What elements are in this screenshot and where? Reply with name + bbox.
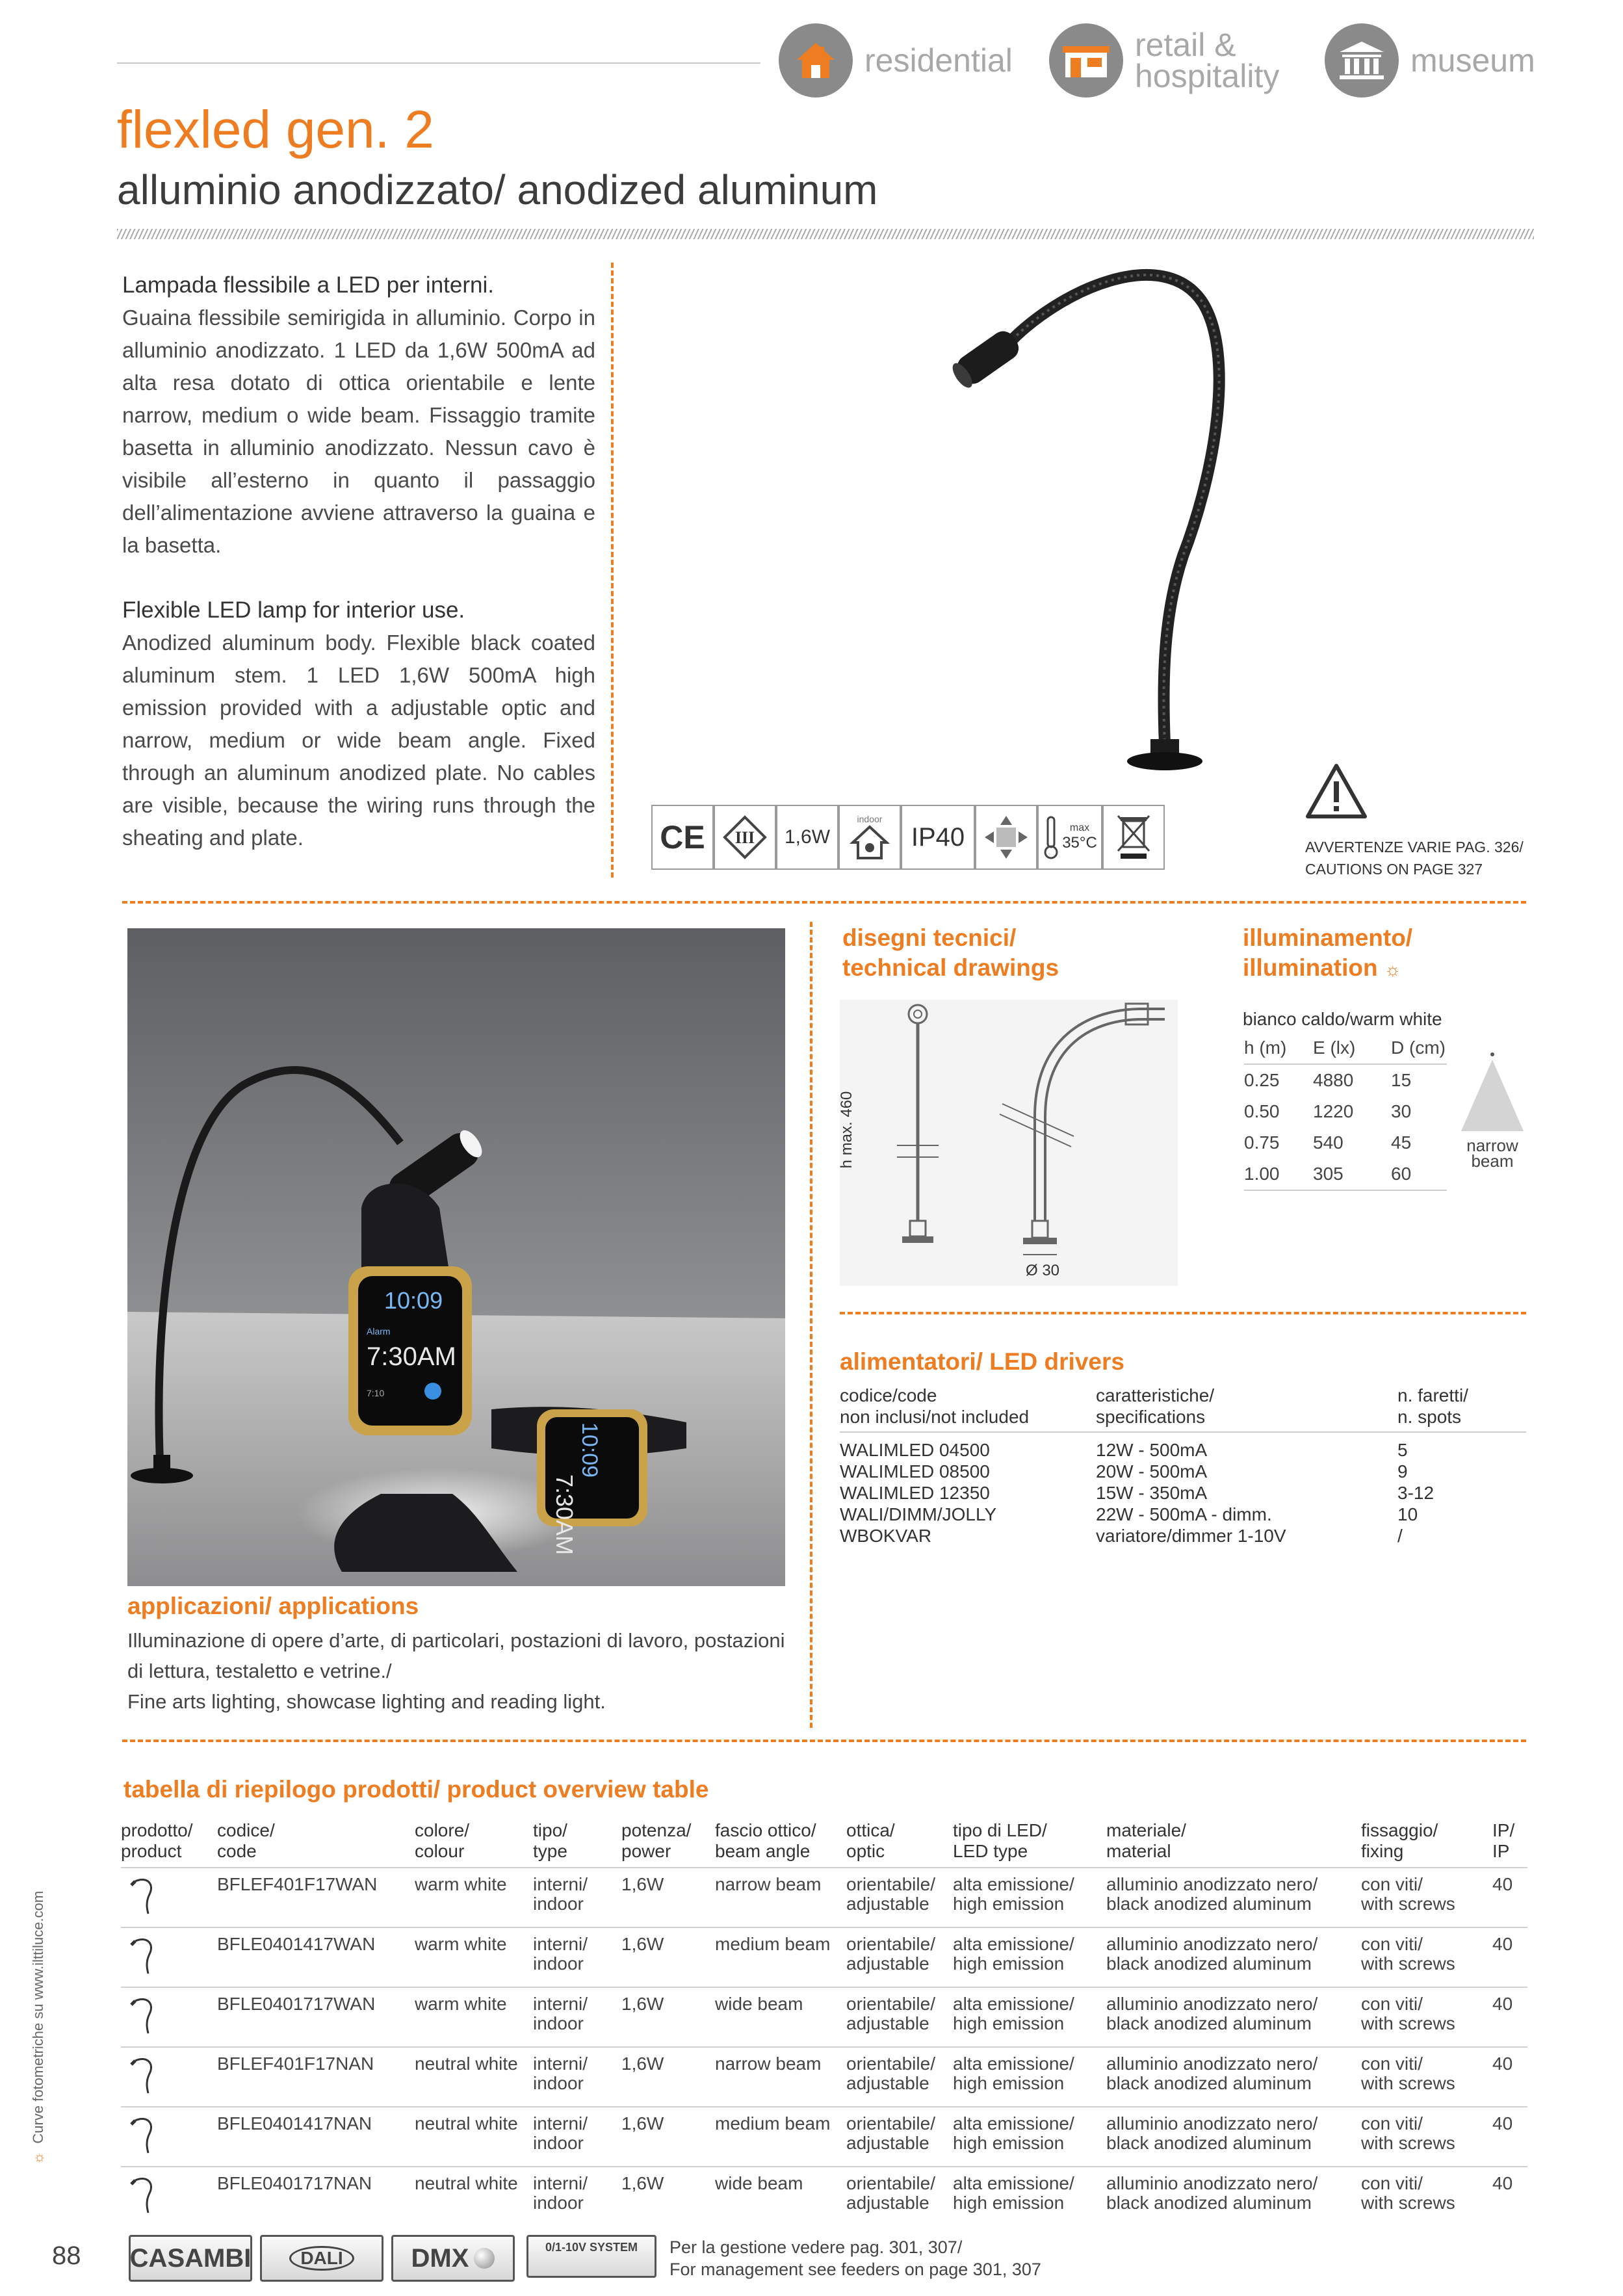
h: power bbox=[621, 1841, 671, 1861]
driver-spots: / bbox=[1397, 1526, 1403, 1546]
material: alluminio anodizzato nero/ black anodized aluminum bbox=[1106, 1987, 1361, 2047]
alarm-label: Alarm bbox=[367, 1326, 391, 1337]
product-code: BFLE0401417NAN bbox=[217, 2107, 415, 2167]
h: caratteristiche/ bbox=[1096, 1385, 1215, 1405]
warning-icon bbox=[1305, 762, 1368, 820]
h: fissaggio/ bbox=[1361, 1820, 1438, 1840]
material: alluminio anodizzato nero/ black anodized aluminum bbox=[1106, 1868, 1361, 1927]
material: alluminio anodizzato nero/ black anodized aluminum bbox=[1106, 2047, 1361, 2107]
cell: 1220 bbox=[1313, 1101, 1354, 1121]
applications-title: applicazioni/ applications bbox=[127, 1593, 419, 1619]
cell: 305 bbox=[1313, 1164, 1344, 1184]
product-icon bbox=[121, 2174, 160, 2215]
illumination-row bbox=[1244, 1064, 1447, 1096]
driver-code: WALIMLED 12350 bbox=[840, 1483, 990, 1503]
driver-spots: 5 bbox=[1397, 1440, 1408, 1460]
page-subtitle: alluminio anodizzato/ anodized aluminum bbox=[117, 166, 878, 213]
th-ip bbox=[1492, 1820, 1527, 1868]
h: product bbox=[121, 1841, 182, 1861]
drivers-header-spec bbox=[1096, 1385, 1397, 1432]
illumination-subtitle: bianco caldo/warm white bbox=[1243, 1009, 1442, 1029]
optic: orientabile/ adjustable bbox=[846, 1987, 953, 2047]
colour: neutral white bbox=[415, 2167, 533, 2226]
illumination-title-it: illuminamento/ bbox=[1243, 924, 1413, 951]
driver-row bbox=[840, 1525, 1526, 1546]
led-type: alta emissione/ high emission bbox=[953, 2167, 1106, 2226]
temperature-icon bbox=[1037, 805, 1102, 870]
product-icon bbox=[121, 1875, 160, 1916]
drivers-header-code bbox=[840, 1385, 1096, 1432]
ce-mark: CE bbox=[651, 805, 714, 870]
driver-row bbox=[840, 1461, 1526, 1482]
h: tipo/ bbox=[533, 1820, 567, 1840]
ip-rating: 40 bbox=[1492, 1927, 1527, 1987]
illumination-title-en bbox=[1243, 953, 1412, 985]
material: alluminio anodizzato nero/ black anodized aluminum bbox=[1106, 1927, 1361, 1987]
h: n. spots bbox=[1397, 1407, 1462, 1427]
h: beam angle bbox=[715, 1841, 811, 1861]
product-icon bbox=[121, 1994, 160, 2036]
warning-text bbox=[1305, 836, 1524, 880]
drivers-table bbox=[840, 1385, 1526, 1546]
illumination-title bbox=[1243, 923, 1412, 985]
driver-spots: 9 bbox=[1397, 1461, 1408, 1481]
h: specifications bbox=[1096, 1407, 1206, 1427]
beam-angle: medium beam bbox=[715, 1927, 846, 1987]
side-note bbox=[30, 1891, 47, 2165]
class-label: III bbox=[734, 828, 755, 847]
fixing: con viti/ with screws bbox=[1361, 2047, 1492, 2107]
type: interni/ indoor bbox=[533, 1868, 621, 1927]
drawings-title bbox=[842, 923, 1059, 983]
description-heading-en: Flexible LED lamp for interior use. bbox=[122, 597, 465, 623]
footer-note-it: Per la gestione vedere pag. 301, 307/ bbox=[669, 2237, 963, 2257]
drawings-title-it: disegni tecnici/ bbox=[842, 924, 1017, 951]
h: optic bbox=[846, 1841, 885, 1861]
cell: 1.00 bbox=[1244, 1164, 1280, 1184]
hatch-divider bbox=[117, 229, 1534, 239]
optic: orientabile/ adjustable bbox=[846, 1927, 953, 1987]
power: 1,6W bbox=[621, 1868, 715, 1927]
category-retail-hospitality[interactable] bbox=[1049, 23, 1279, 98]
h: codice/code bbox=[840, 1385, 937, 1405]
material: alluminio anodizzato nero/ black anodized aluminum bbox=[1106, 2107, 1361, 2167]
h: fascio ottico/ bbox=[715, 1820, 816, 1840]
colour: warm white bbox=[415, 1868, 533, 1927]
fixing: con viti/ with screws bbox=[1361, 2167, 1492, 2226]
th-d: D (cm) bbox=[1391, 1037, 1446, 1058]
h: potenza/ bbox=[621, 1820, 692, 1840]
description-heading-it: Lampada flessibile a LED per interni. bbox=[122, 272, 494, 298]
product-code: BFLEF401F17NAN bbox=[217, 2047, 415, 2107]
dali-logo[interactable] bbox=[260, 2235, 383, 2282]
diameter-dimension: Ø 30 bbox=[1026, 1262, 1060, 1279]
height-dimension: h max. 460 bbox=[838, 1091, 855, 1169]
power: 1,6W bbox=[621, 1927, 715, 1987]
fixing: con viti/ with screws bbox=[1361, 1927, 1492, 1987]
product-icon-cell bbox=[121, 2107, 217, 2167]
cell: 540 bbox=[1313, 1132, 1344, 1153]
driver-spots: 3-12 bbox=[1397, 1483, 1435, 1503]
drivers-header-spots bbox=[1397, 1385, 1526, 1432]
th-type bbox=[533, 1820, 621, 1868]
alarm-sub: 7:10 bbox=[367, 1388, 385, 1398]
driver-row bbox=[840, 1482, 1526, 1504]
th-colour bbox=[415, 1820, 533, 1868]
drivers-title: alimentatori/ LED drivers bbox=[840, 1348, 1124, 1375]
drawings-title-en: technical drawings bbox=[842, 954, 1059, 981]
th-material bbox=[1106, 1820, 1361, 1868]
product-icon-cell bbox=[121, 1987, 217, 2047]
optic: orientabile/ adjustable bbox=[846, 2167, 953, 2226]
type: interni/ indoor bbox=[533, 1987, 621, 2047]
description-body-en: Anodized aluminum body. Flexible black coated aluminum stem. 1 LED 1,6W 500mA high emission provided with a adjustable optic and narrow, medium or wide beam angle. Fixed through an aluminum anodized plate. No cables are visible, because the wiring runs through the sheating and plate. bbox=[122, 631, 595, 850]
driver-code: WALI/DIMM/JOLLY bbox=[840, 1504, 997, 1524]
product-code: BFLEF401F17WAN bbox=[217, 1868, 415, 1927]
optic: orientabile/ adjustable bbox=[846, 2107, 953, 2167]
fixing: con viti/ with screws bbox=[1361, 1987, 1492, 2047]
th-fixing bbox=[1361, 1820, 1492, 1868]
class-iii-icon bbox=[714, 805, 776, 870]
product-icon bbox=[121, 2054, 160, 2096]
driver-code: WALIMLED 08500 bbox=[840, 1461, 990, 1481]
h: non inclusi/not included bbox=[840, 1407, 1030, 1427]
illumination-title-en-text: illumination bbox=[1243, 954, 1378, 981]
colour: neutral white bbox=[415, 2107, 533, 2167]
h: n. faretti/ bbox=[1397, 1385, 1468, 1405]
section-divider bbox=[122, 901, 1526, 904]
h: codice/ bbox=[217, 1820, 275, 1840]
sun-icon: ☼ bbox=[30, 2151, 46, 2165]
section-divider-drivers bbox=[840, 1312, 1526, 1314]
product-code: BFLE0401417WAN bbox=[217, 1927, 415, 1987]
cell: 60 bbox=[1391, 1164, 1412, 1184]
cell: 15 bbox=[1391, 1070, 1412, 1090]
watch-time: 10:09 bbox=[384, 1287, 443, 1314]
overview-title: tabella di riepilogo prodotti/ product overview table bbox=[123, 1776, 709, 1803]
beam-angle: wide beam bbox=[715, 2167, 846, 2226]
type: interni/ indoor bbox=[533, 1927, 621, 1987]
illumination-row bbox=[1244, 1127, 1447, 1158]
sun-icon: ☼ bbox=[1384, 959, 1401, 980]
dmx-globe-icon bbox=[474, 2248, 495, 2269]
th-optic bbox=[846, 1820, 953, 1868]
th-led bbox=[953, 1820, 1106, 1868]
category-label: museum bbox=[1410, 42, 1535, 79]
th-h: h (m) bbox=[1244, 1037, 1287, 1058]
alarm-time: 7:30AM bbox=[367, 1342, 456, 1371]
footer-note bbox=[669, 2236, 1041, 2280]
led-type: alta emissione/ high emission bbox=[953, 2107, 1106, 2167]
applications-text-en: Fine arts lighting, showcase lighting and reading light. bbox=[127, 1690, 606, 1713]
dmx-text: DMX bbox=[411, 2243, 469, 2273]
category-label: retail & hospitality bbox=[1135, 27, 1280, 94]
museum-icon bbox=[1325, 23, 1399, 98]
h: colour bbox=[415, 1841, 465, 1861]
h: LED type bbox=[953, 1841, 1028, 1861]
h: ottica/ bbox=[846, 1820, 895, 1840]
h: material bbox=[1106, 1841, 1171, 1861]
th-code bbox=[217, 1820, 415, 1868]
cell: 0.75 bbox=[1244, 1132, 1280, 1153]
driver-spec: 22W - 500mA - dimm. bbox=[1096, 1504, 1272, 1524]
led-type: alta emissione/ high emission bbox=[953, 2047, 1106, 2107]
led-type: alta emissione/ high emission bbox=[953, 1868, 1106, 1927]
ip-rating: 40 bbox=[1492, 1868, 1527, 1927]
ip-rating: 40 bbox=[1492, 1987, 1527, 2047]
table-row bbox=[121, 1927, 1527, 1987]
table-row bbox=[121, 2047, 1527, 2107]
watch2-time: 10:09 bbox=[577, 1422, 602, 1478]
category-residential[interactable] bbox=[779, 23, 1013, 98]
power-rating: 1,6W bbox=[776, 805, 838, 870]
overview-table bbox=[121, 1820, 1527, 2226]
cell: 4880 bbox=[1313, 1070, 1354, 1090]
type: interni/ indoor bbox=[533, 2167, 621, 2226]
warning-line1: AVVERTENZE VARIE PAG. 326/ bbox=[1305, 839, 1524, 855]
beam-cone-icon bbox=[1453, 1050, 1531, 1134]
page-title: flexled gen. 2 bbox=[117, 100, 434, 159]
h: code bbox=[217, 1841, 257, 1861]
casambi-logo[interactable]: CASAMBI bbox=[129, 2235, 252, 2282]
driver-spec: variatore/dimmer 1-10V bbox=[1096, 1526, 1286, 1546]
th-beam bbox=[715, 1820, 846, 1868]
driver-spec: 15W - 350mA bbox=[1096, 1483, 1208, 1503]
indoor-icon bbox=[838, 805, 901, 870]
beam-angle: narrow beam bbox=[715, 1868, 846, 1927]
colour: neutral white bbox=[415, 2047, 533, 2107]
product-code: BFLE0401717WAN bbox=[217, 1987, 415, 2047]
page-number: 88 bbox=[52, 2241, 81, 2270]
fixing: con viti/ with screws bbox=[1361, 2107, 1492, 2167]
section-divider-overview bbox=[122, 1740, 1526, 1742]
footer-note-en: For management see feeders on page 301, 307 bbox=[669, 2260, 1041, 2279]
driver-spec: 12W - 500mA bbox=[1096, 1440, 1208, 1460]
cell: 45 bbox=[1391, 1132, 1412, 1153]
table-row bbox=[121, 1868, 1527, 1927]
temp-max-label: max bbox=[1069, 822, 1090, 833]
cell: 30 bbox=[1391, 1101, 1412, 1121]
th-e: E (lx) bbox=[1313, 1037, 1356, 1058]
h: type bbox=[533, 1841, 567, 1861]
power: 1,6W bbox=[621, 2047, 715, 2107]
description-body-it: Guaina flessibile semirigida in alluminio. Corpo in alluminio anodizzato. 1 LED da 1,6W 500mA ad alta resa dotato di ottica orientabile e lente narrow, medium o wide beam. Fissaggio tramite basetta in alluminio anodizzato. Nessun cavo è visibile all’esterno in quanto il passaggio dell’alimentazione avviene attraverso la guaina e la basetta. bbox=[122, 306, 595, 557]
product-icon bbox=[121, 2114, 160, 2156]
product-icon-cell bbox=[121, 1927, 217, 1987]
illumination-table bbox=[1244, 1032, 1447, 1191]
driver-row bbox=[840, 1504, 1526, 1525]
beam-angle: wide beam bbox=[715, 1987, 846, 2047]
beam-angle: narrow beam bbox=[715, 2047, 846, 2107]
table-row bbox=[121, 1987, 1527, 2047]
h: tipo di LED/ bbox=[953, 1820, 1047, 1840]
applications-text-it: Illuminazione di opere d’arte, di particolari, postazioni di lavoro, postazioni di lettura, testaletto e vetrine./ bbox=[127, 1629, 785, 1682]
driver-row bbox=[840, 1432, 1526, 1461]
power: 1,6W bbox=[621, 2167, 715, 2226]
beam-angle: medium beam bbox=[715, 2107, 846, 2167]
weee-bin-icon bbox=[1102, 805, 1165, 870]
overview-header bbox=[121, 1820, 1527, 1868]
description-block bbox=[122, 269, 595, 854]
drivers-header bbox=[840, 1385, 1526, 1432]
power: 1,6W bbox=[621, 2107, 715, 2167]
colour: warm white bbox=[415, 1987, 533, 2047]
h: IP/ bbox=[1492, 1820, 1515, 1840]
illumination-row bbox=[1244, 1158, 1447, 1190]
product-icon-cell bbox=[121, 1868, 217, 1927]
led-type: alta emissione/ high emission bbox=[953, 1927, 1106, 1987]
ip-rating: 40 bbox=[1492, 2047, 1527, 2107]
applications-text bbox=[127, 1625, 785, 1717]
adjustable-icon bbox=[975, 805, 1037, 870]
driver-spec: 20W - 500mA bbox=[1096, 1461, 1208, 1481]
h: colore/ bbox=[415, 1820, 470, 1840]
h: IP bbox=[1492, 1841, 1510, 1861]
product-icon-cell bbox=[121, 2167, 217, 2226]
colour: warm white bbox=[415, 1927, 533, 1987]
dali-text: DALI bbox=[289, 2246, 354, 2271]
watch2-alarm: 7:30AM bbox=[551, 1474, 578, 1556]
column-divider bbox=[611, 263, 614, 878]
product-icon-cell bbox=[121, 2047, 217, 2107]
house-icon bbox=[779, 23, 853, 98]
shop-icon bbox=[1049, 23, 1123, 98]
driver-code: WALIMLED 04500 bbox=[840, 1440, 990, 1460]
product-code: BFLE0401717NAN bbox=[217, 2167, 415, 2226]
technical-drawing bbox=[840, 1000, 1178, 1286]
optic: orientabile/ adjustable bbox=[846, 2047, 953, 2107]
h: fixing bbox=[1361, 1841, 1404, 1861]
power: 1,6W bbox=[621, 1987, 715, 2047]
th-product bbox=[121, 1820, 217, 1868]
header-rule bbox=[117, 62, 760, 64]
th-power bbox=[621, 1820, 715, 1868]
category-label: residential bbox=[864, 42, 1013, 79]
h: materiale/ bbox=[1106, 1820, 1186, 1840]
side-note-text: Curve fotometriche su www.ilttiluce.com bbox=[30, 1890, 46, 2144]
temp-value: 35°C bbox=[1062, 834, 1097, 852]
category-museum[interactable] bbox=[1325, 23, 1535, 98]
010v-logo[interactable]: 0/1-10V SYSTEM bbox=[526, 2235, 656, 2278]
indoor-label: indoor bbox=[857, 814, 883, 824]
ip-rating: 40 bbox=[1492, 2167, 1527, 2226]
cell: 0.50 bbox=[1244, 1101, 1280, 1121]
column-divider-2 bbox=[810, 922, 812, 1728]
illumination-row bbox=[1244, 1096, 1447, 1127]
type: interni/ indoor bbox=[533, 2047, 621, 2107]
cell: 0.25 bbox=[1244, 1070, 1280, 1090]
h: prodotto/ bbox=[121, 1820, 193, 1840]
driver-code: WBOKVAR bbox=[840, 1526, 932, 1546]
driver-spots: 10 bbox=[1397, 1504, 1418, 1524]
optic: orientabile/ adjustable bbox=[846, 1868, 953, 1927]
fixing: con viti/ with screws bbox=[1361, 1868, 1492, 1927]
product-image bbox=[910, 263, 1313, 770]
illumination-header bbox=[1244, 1032, 1447, 1064]
material: alluminio anodizzato nero/ black anodized aluminum bbox=[1106, 2167, 1361, 2226]
ip-rating: 40 bbox=[1492, 2107, 1527, 2167]
type: interni/ indoor bbox=[533, 2107, 621, 2167]
table-row bbox=[121, 2107, 1527, 2167]
dmx-logo[interactable] bbox=[391, 2235, 515, 2282]
warning-line2: CAUTIONS ON PAGE 327 bbox=[1305, 861, 1483, 878]
led-type: alta emissione/ high emission bbox=[953, 1987, 1106, 2047]
table-row bbox=[121, 2167, 1527, 2226]
ip-rating: IP40 bbox=[901, 805, 975, 870]
product-icon bbox=[121, 1935, 160, 1976]
product-photo bbox=[127, 928, 785, 1586]
beam-label: narrow beam bbox=[1466, 1136, 1518, 1171]
